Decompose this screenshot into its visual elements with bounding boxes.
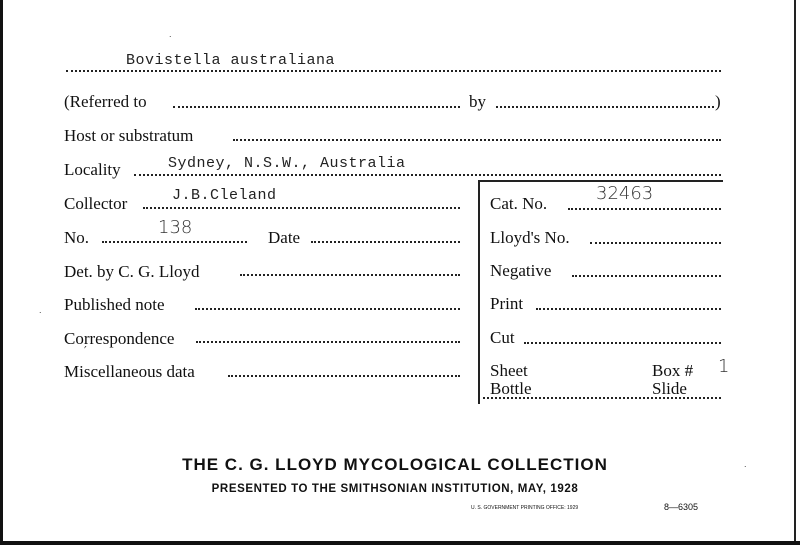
host-line	[233, 139, 721, 141]
stray-mark: ˙	[743, 466, 748, 476]
host-label: Host or substratum	[64, 126, 194, 145]
lloyds-no-label: Lloyd's No.	[490, 228, 570, 247]
printing-office-note: U. S. GOVERNMENT PRINTING OFFICE: 1929	[471, 505, 579, 511]
species-line	[66, 70, 721, 72]
locality-label: Locality	[64, 160, 121, 179]
correspondence-label: Correspondence	[64, 329, 175, 348]
cut-line	[524, 342, 721, 344]
collector-line	[143, 207, 460, 209]
published-note-line	[195, 308, 460, 310]
collector-value: J.B.Cleland	[172, 187, 277, 204]
cat-no-line	[568, 208, 721, 210]
slide-label: Slide	[652, 379, 687, 398]
stray-mark: ˙	[38, 312, 43, 322]
by-line	[496, 106, 714, 108]
bottle-label: Bottle	[490, 379, 532, 398]
correspondence-line	[196, 341, 460, 343]
miscellaneous-line	[228, 375, 460, 377]
locality-line	[134, 174, 721, 176]
date-line	[311, 241, 460, 243]
stray-mark: ˙	[168, 36, 173, 46]
print-label: Print	[490, 294, 524, 313]
no-line	[102, 241, 247, 243]
collection-subtitle: PRESENTED TO THE SMITHSONIAN INSTITUTION, MAY, 1928	[211, 483, 579, 495]
cut-label: Cut	[490, 328, 515, 347]
card-right-edge	[794, 0, 796, 545]
box-label: Box #	[652, 361, 694, 380]
referred-to-label: (Referred to	[64, 92, 147, 111]
collection-title: THE C. G. LLOYD MYCOLOGICAL COLLECTION	[182, 455, 608, 474]
card-bottom-edge	[0, 541, 800, 545]
no-label: No.	[64, 228, 90, 247]
det-by-line	[240, 274, 460, 276]
check-mark: ′	[84, 344, 87, 358]
det-by-label: Det. by C. G. Lloyd	[64, 262, 200, 281]
close-paren: )	[715, 92, 721, 111]
sheet-label: Sheet	[490, 361, 528, 380]
species-name: Bovistella australiana	[126, 52, 336, 69]
lloyds-no-line	[590, 242, 721, 244]
negative-label: Negative	[490, 261, 552, 280]
locality-value: Sydney, N.S.W., Australia	[168, 155, 406, 172]
published-note-label: Published note	[64, 295, 165, 314]
collector-label: Collector	[64, 194, 128, 213]
date-label: Date	[268, 228, 301, 247]
form-number: 8—6305	[664, 502, 699, 512]
box-number-value: 1	[718, 356, 730, 377]
print-line	[536, 308, 721, 310]
no-value: 138	[158, 217, 193, 238]
negative-line	[572, 275, 721, 277]
cat-no-label: Cat. No.	[490, 194, 548, 213]
referred-to-line	[173, 106, 460, 108]
miscellaneous-label: Miscellaneous data	[64, 362, 195, 381]
cat-no-value: 32463	[596, 183, 654, 204]
by-label: by	[469, 92, 486, 111]
